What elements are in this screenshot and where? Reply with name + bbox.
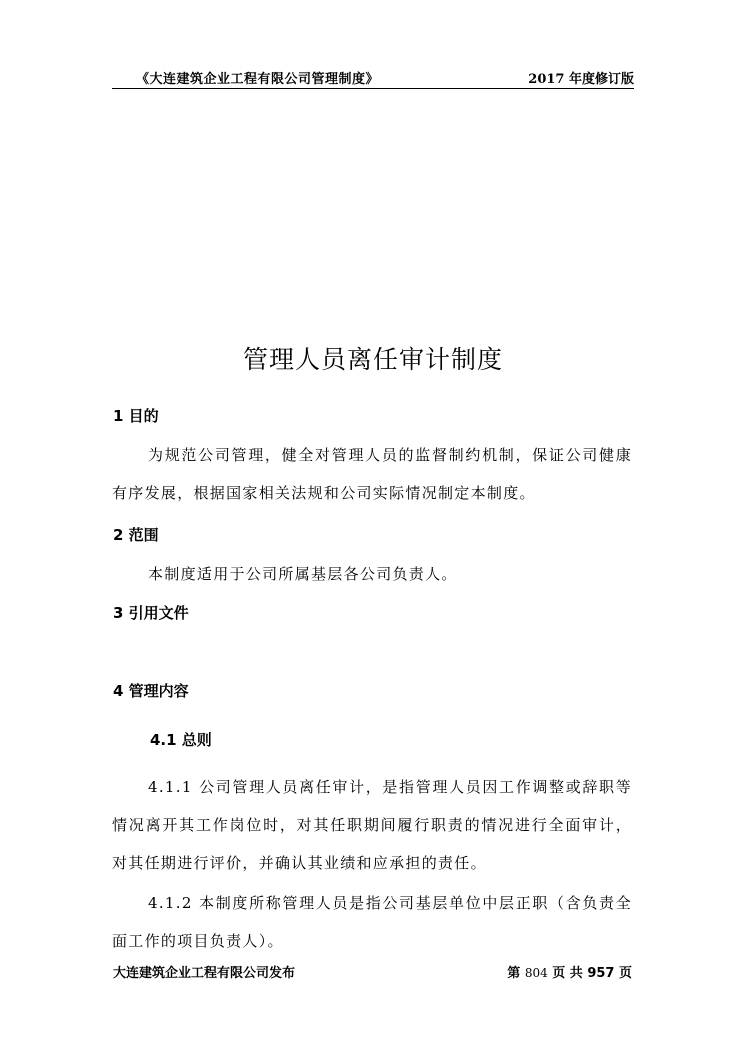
footer-page-total: 957 [587,966,615,981]
section-4-1-2-text: 4.1.2 本制度所称管理人员是指公司基层单位中层正职（含负责全面工作的项目负责人）。 [112,894,632,950]
header-edition: 2017 年度修订版 [528,72,634,87]
section-2-heading: 2 范围 [113,526,159,544]
page-header [112,66,634,89]
document-title: 管理人员离任审计制度 [242,345,503,374]
section-1-text: 为规范公司管理，健全对管理人员的监督制约机制，保证公司健康有序发展，根据国家相关法规和公司实际情况制定本制度。 [112,446,632,502]
footer-page-current: 804 [524,966,548,980]
section-2-text: 本制度适用于公司所属基层各公司负责人。 [148,565,458,583]
header-doc-title: 《大连建筑企业工程有限公司管理制度》 [136,72,380,87]
footer-page-prefix: 第 [507,966,521,981]
footer-publisher: 大连建筑企业工程有限公司发布 [113,966,296,981]
footer-page-suffix: 页 [618,966,632,981]
section-1-heading: 1 目的 [113,407,159,425]
footer-page-middle: 页 共 [552,966,583,981]
section-4-heading: 4 管理内容 [113,682,189,700]
footer-page-info [507,962,632,981]
section-3-heading: 3 引用文件 [113,604,189,622]
section-4-1-1-text: 4.1.1 公司管理人员离任审计，是指管理人员因工作调整或辞职等情况离开其工作岗位时，对其任职期间履行职责的情况进行全面审计，对其任期进行评价，并确认其业绩和应承担的责任。 [112,778,632,872]
section-4-1-heading: 4.1 总则 [150,731,212,749]
